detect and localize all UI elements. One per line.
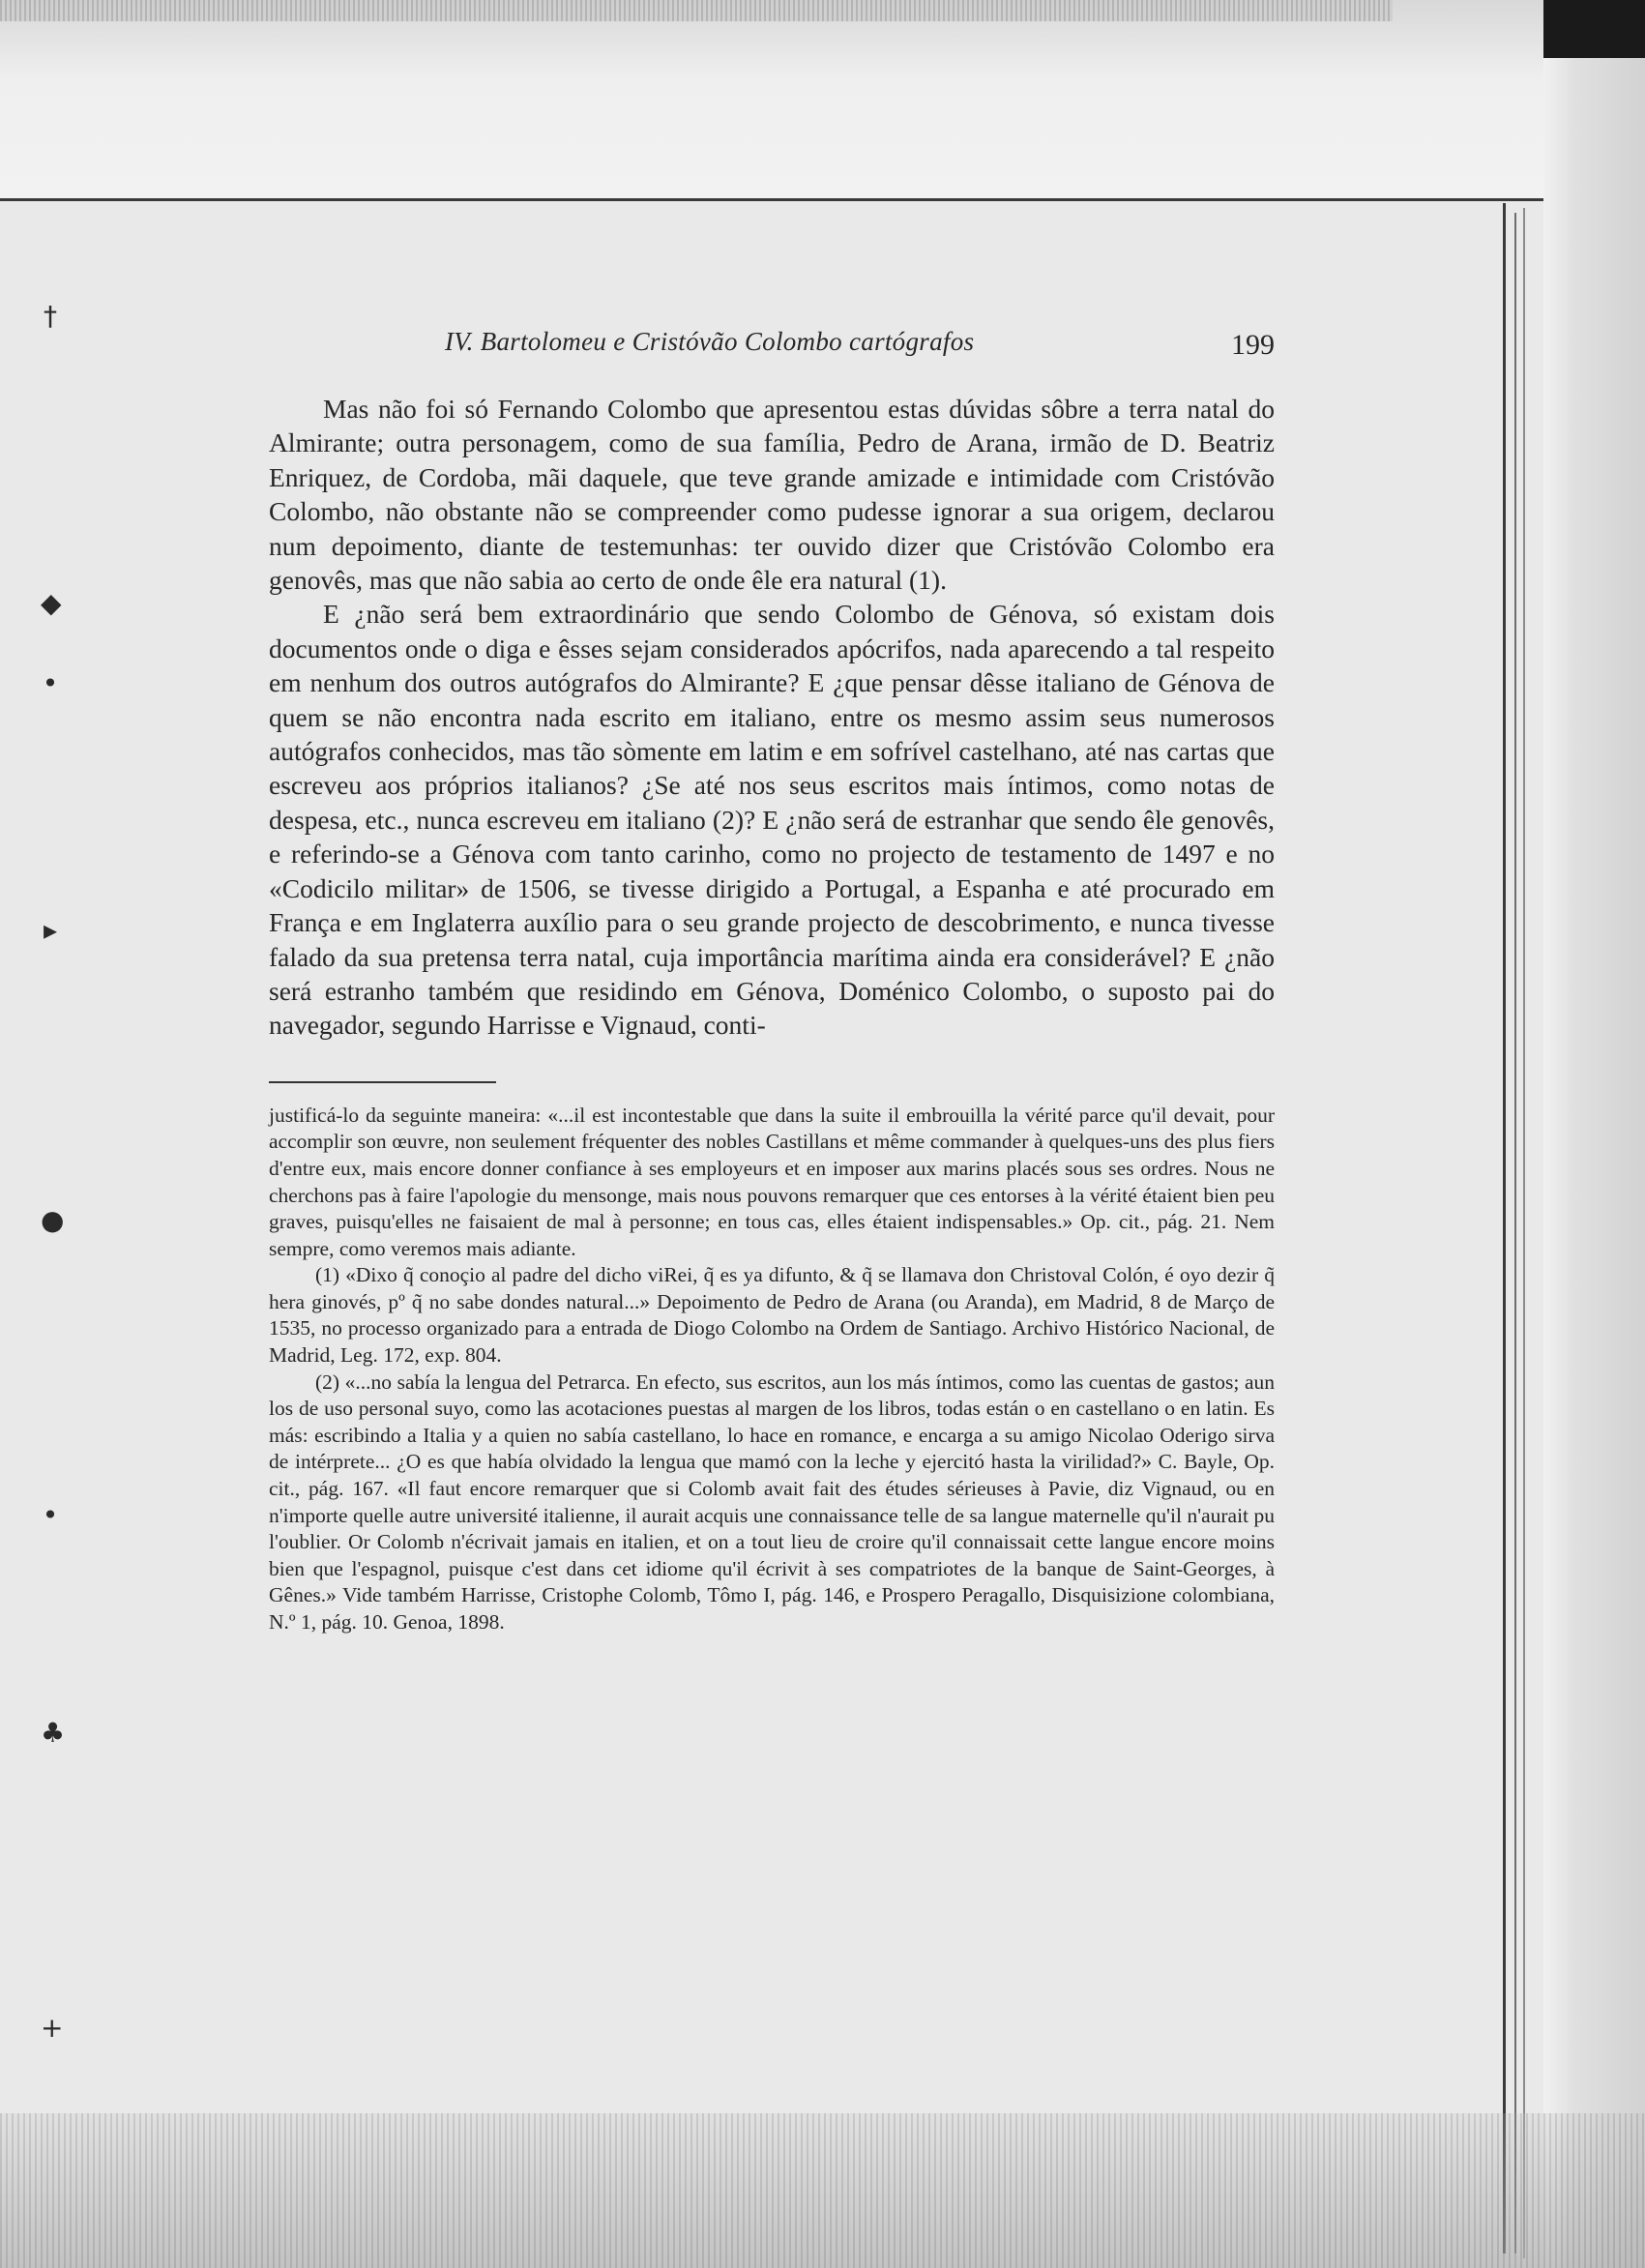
page-number: 199	[1231, 329, 1275, 361]
scan-top-edge	[0, 0, 1393, 21]
footnotes	[269, 1103, 1275, 1636]
binding-mark: ▸	[43, 914, 58, 946]
footnote-rule	[269, 1081, 496, 1083]
footnote-1: (1) «Dixo q̃ conoçio al padre del dicho viRei, q̃ es ya difunto, & q̃ se llamava don Christoval Colón, é oyo dezir q̃ hera ginovés, pº q̃ no sabe dondes natural...» Depoimento de Pedro de Arana (ou Aranda), em Madrid, 8 de Março de 1535, no processo organizado para a entrada de Diogo Colombo na Ordem de Santiago. Archivo Histórico Nacional, de Madrid, Leg. 172, exp. 804.	[269, 1263, 1275, 1368]
binding-mark: •	[42, 1499, 59, 1531]
binding-mark: +	[41, 2012, 64, 2044]
scan-right-corner	[1543, 0, 1645, 58]
footnote-2: (2) «...no sabía la lengua del Petrarca. En efecto, sus escritos, aun los más íntimos, como las cuentas de gastos; aun los de uso personal suyo, como las acotaciones puestas al margen de los libros, todas están o en castellano o en latin. Es más: escribindo a Italia y a quien no sabía castellano, lo hace en romance, e encarga a su amigo Nicolao Oderigo sirva de intérprete... ¿O es que había olvidado la lengua que mamó con la leche y ejercitó hasta la virilidad?» C. Bayle, Op. cit., pág. 167. «Il faut encore remarquer que si Colomb avait fait des études sérieuses à Pavie, diz Vignaud, ou en n'importe quelle autre université italienne, il aurait acquis une connaissance telle de sa langue maternelle qu'il n'aurait pu l'oublier. Or Colomb n'écrivait jamais en italien, et on a tout lieu de croire qu'il connaissait cette langue encore moins bien que l'espagnol, puisque c'est dans cet idiome qu'il écrivit à ses compatriotes de la banque de Saint-Georges, à Gênes.» Vide também Harrisse, Cristophe Colomb, Tômo I, pág. 146, e Prospero Peragallo, Disquisizione colombiana, N.º 1, pág. 10. Genoa, 1898.	[269, 1370, 1275, 1634]
scan-right-margin	[1543, 0, 1645, 2268]
binding-mark: ♣	[41, 1717, 66, 1749]
footnote-continuation: justificá-lo da seguinte maneira: «...il est incontestable que dans la suite il embrouilla la vérité parce qu'il devait, pour accomplir son œuvre, non seulement fréquenter des nobles Castillans et même commander à quelques-uns des plus fiers d'entre eux, mais encore donner confiance à ses employeurs et en imposer aux marins placés sous ses ordres. Nous ne cherchons pas à faire l'apologie du mensonge, mais nous pouvons remarquer que ces entorses à la vérité étaient bien peu graves, puisqu'elles ne faisaient de mal à personne; en tous cas, elles étaient indispensables.» Op. cit., pág. 21. Nem sempre, como veremos mais adiante.	[269, 1103, 1275, 1260]
page-edge-line	[1503, 203, 1506, 2253]
page-edge-line	[1523, 208, 1525, 2258]
binding-mark: †	[44, 300, 57, 332]
running-head-title: IV. Bartolomeu e Cristóvão Colombo cartógrafos	[445, 327, 975, 356]
scan-bottom-noise	[0, 2113, 1645, 2268]
binding-mark: ●	[41, 1204, 65, 1236]
binding-mark: ◆	[41, 587, 62, 619]
binding-mark: •	[42, 667, 59, 699]
running-head	[269, 319, 1275, 361]
paragraph: E ¿não será bem extraordinário que sendo Colombo de Génova, só existam dois documentos onde o diga e êsses sejam considerados apócrifos, nada aparecendo a tal respeito em nenhum dos outros autógrafos do Almirante? E ¿que pensar dêsse italiano de Génova de quem se não encontra nada escrito em italiano, entre os mesmo assim seus numerosos autógrafos conhecidos, mas tão sòmente em latim e em sofrível castelhano, até nas cartas que escreveu aos próprios italianos? ¿Se até nos seus escritos mais íntimos, como notas de despesa, etc., nunca escreveu em italiano (2)? E ¿não será de estranhar que sendo êle genovês, e referindo-se a Génova com tanto carinho, como no projecto de testamento de 1497 e no «Codicilo militar» de 1506, se tivesse dirigido a Portugal, a Espanha e até procurado em França e em Inglaterra auxílio para o seu grande projecto de descobrimento, e nunca tivesse falado da sua pretensa terra natal, cuja importância marítima ainda era considerável? E ¿não será estranho também que residindo em Génova, Doménico Colombo, o suposto pai do navegador, segundo Harrisse e Vignaud, conti-	[269, 599, 1275, 1041]
main-text	[269, 392, 1275, 1043]
paragraph: Mas não foi só Fernando Colombo que apresentou estas dúvidas sôbre a terra natal do Almirante; outra personagem, como de sua família, Pedro de Arana, irmão de D. Beatriz Enriquez, de Cordoba, mãi daquele, que teve grande amizade e intimidade com Cristóvão Colombo, não obstante não se compreender como pudesse ignorar a sua origem, declarou num depoimento, diante de testemunhas: ter ouvido dizer que Cristóvão Colombo era genovês, mas que não sabia ao certo de onde êle era natural (1).	[269, 394, 1275, 596]
book-page	[269, 319, 1275, 1636]
scan-top-strip	[0, 0, 1547, 201]
page-edge-line	[1514, 213, 1516, 2253]
